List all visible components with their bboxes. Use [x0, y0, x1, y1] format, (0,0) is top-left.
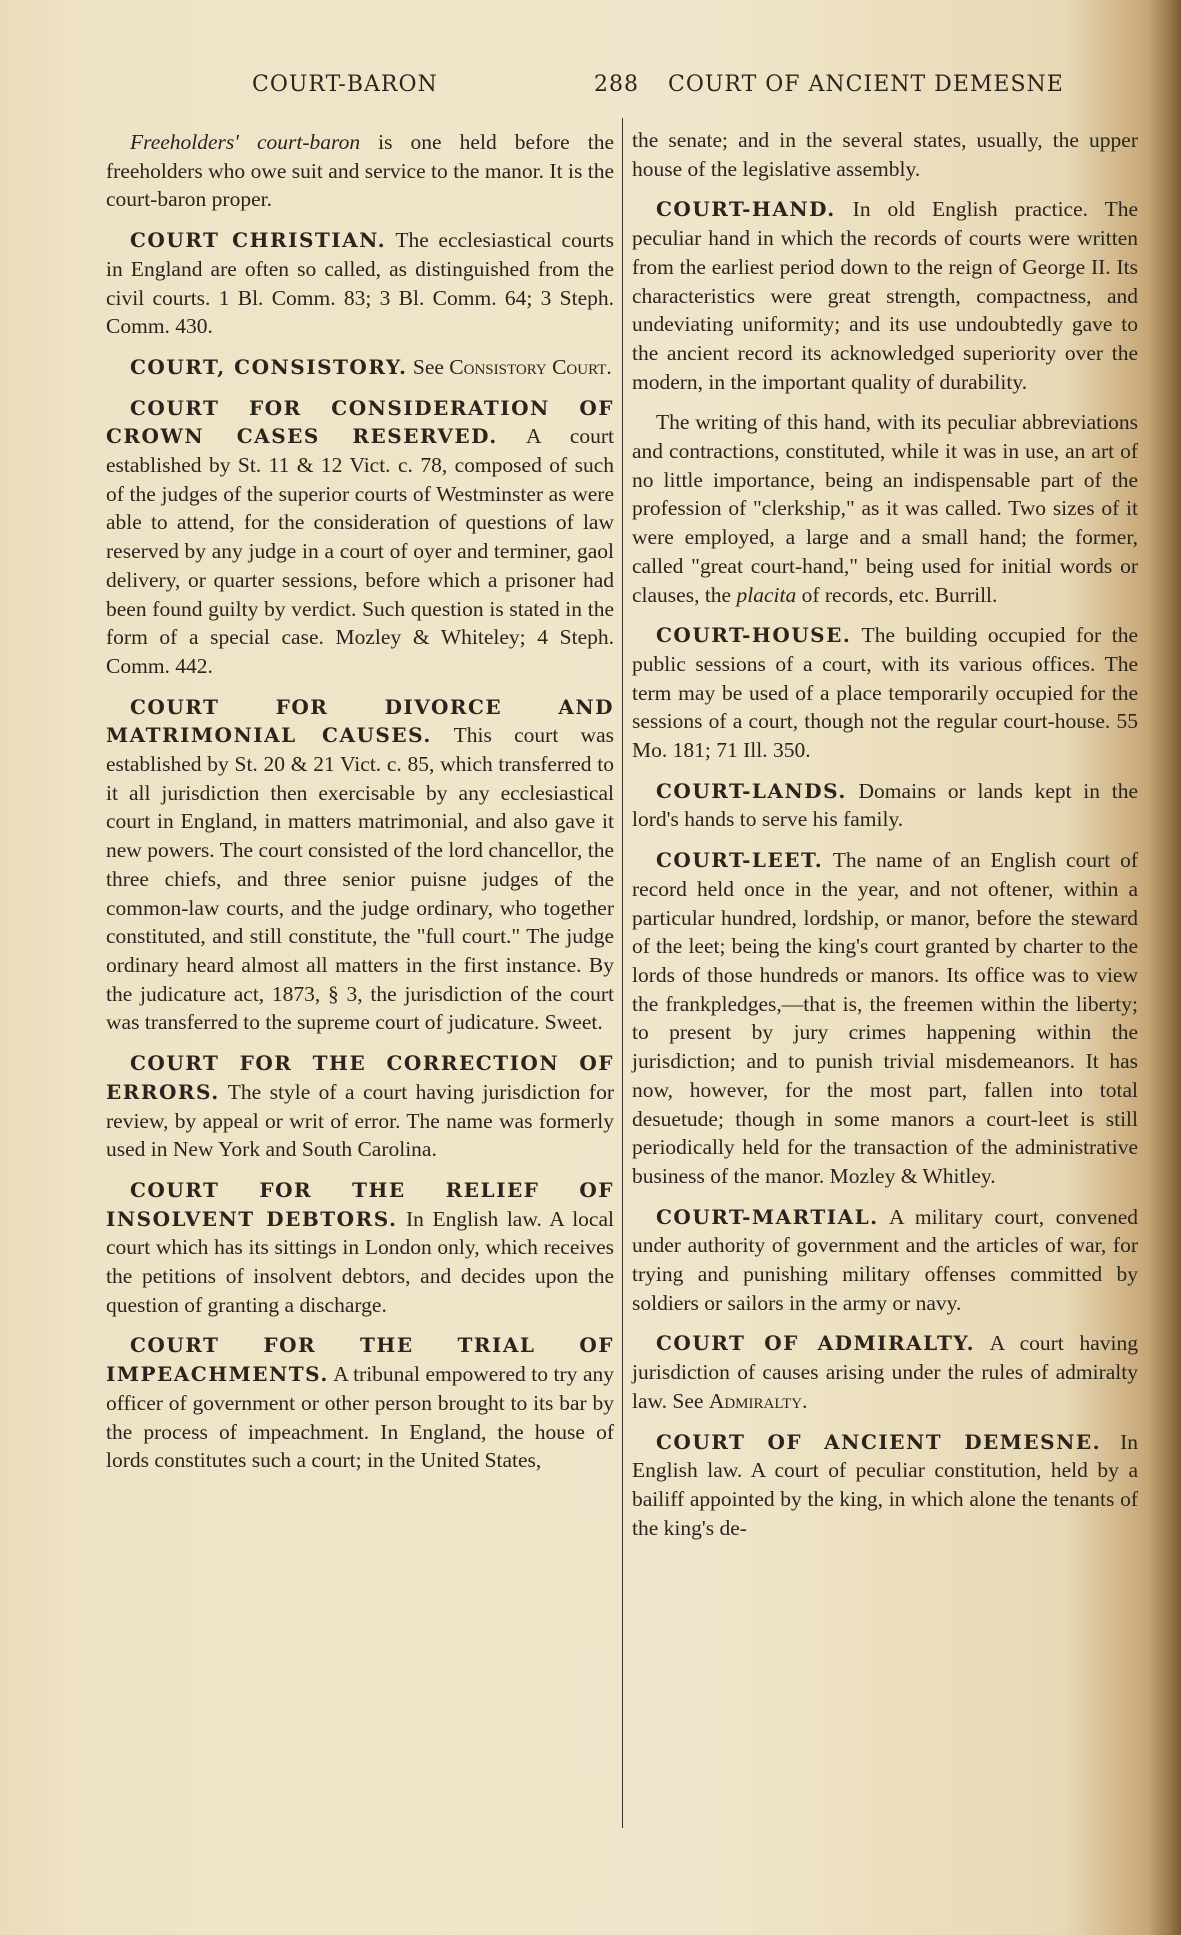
entry-divorce-matrimonial-causes: [106, 693, 614, 1037]
entry-correction-of-errors: [106, 1049, 614, 1164]
entry-trial-of-impeachments: [106, 1331, 614, 1475]
entry-body: The style of a court having jurisdiction for review, by appeal or writ of error. The name was formerly used in New York and South Carolina.: [106, 1079, 614, 1162]
cross-reference: Consistory Court: [449, 354, 607, 379]
entry-italic-term: Freeholders' court-baron: [130, 130, 361, 154]
page-edge-shadow: [1149, 0, 1181, 1935]
entry-court-martial: [632, 1203, 1138, 1318]
entry-court-house: [632, 621, 1138, 765]
entry-body: A tribunal empowered to try any officer of government or other person brought to its bar by the process of impeachment. In England, the house of lords constitutes such a court; in the United States,: [106, 1362, 614, 1473]
entry-body: See: [407, 354, 450, 379]
entry-court-christian: [106, 226, 614, 341]
entry-body: The building occupied for the public sessions of a court, with its various offices. The term may be used of a place temporarily occupied for the sessions of a court, though not the regular court-house. 55 Mo. 181; 71 Ill. 350.: [632, 623, 1138, 763]
entry-body: This court was established by St. 20 & 21 Vict. c. 85, which transferred to it all jurisdiction then exercisable by any ecclesiastical court in England, in matters matrimonial, and also gave it new powers. The court consisted of the lord chancellor, the three chiefs, and three senior puisne judges of the common-law courts, and the judge ordinary, who together constituted, and still constitute, the "full court." The judge ordinary heard almost all matters in the first instance. By the judicature act, 1873, § 3, the jurisdiction of the court was transferred to the supreme court of judicature. Sweet.: [106, 723, 615, 1035]
entry-court-leet: [632, 846, 1138, 1190]
entry-court-lands: [632, 777, 1138, 834]
entry-body: In old English practice. The peculiar hand in which the records of courts were written from the earliest period down to the reign of George II. Its characteristics were great strength, compactness, and undeviating uniformity; and its use undoubtedly gave to the ancient record its acknowledged superiority over the modern, in the important quality of durability.: [632, 197, 1138, 394]
entry-body: In English law. A court of peculiar constitution, held by a bailiff appointed by the king, in which alone the tenants of the king's de-: [632, 1429, 1138, 1540]
cross-reference: Admiralty: [708, 1388, 803, 1413]
entry-headword: COURT-LEET.: [656, 848, 824, 873]
right-column: [632, 126, 1138, 1554]
entry-headword: COURT OF ANCIENT DEMESNE.: [656, 1429, 1102, 1454]
entry-body: the senate; and in the several states, usually, the upper house of the legislative assembly.: [632, 128, 1138, 181]
entry-headword: COURT FOR THE CORRECTION OF ERRORS.: [106, 1051, 614, 1104]
header-right-guide-word: COURT OF ANCIENT DEMESNE: [668, 72, 1064, 97]
running-header: [0, 72, 1181, 108]
entry-headword: COURT OF ADMIRALTY.: [656, 1331, 976, 1356]
header-left-guide-word: COURT-BARON: [252, 72, 438, 97]
entry-body: A military court, convened under authority of government and the articles of war, for trying and punishing military offenses committed by soldiers or sailors in the army or navy.: [632, 1204, 1138, 1315]
entry-body: The ecclesiastical courts in England are often so called, as distinguished from the civil courts. 1 Bl. Comm. 83; 3 Bl. Comm. 64; 3 Steph. Comm. 430.: [106, 228, 614, 339]
entry-headword: COURT, CONSISTORY.: [130, 354, 408, 379]
entry-body-end: of records, etc. Burrill.: [796, 582, 998, 607]
entry-italic-term: placita: [736, 582, 797, 607]
entry-body: The writing of this hand, with its peculiar abbreviations and contractions, constituted, while it was in use, an art of no little importance, being an indispensable part of the profession of "clerkship," as it was called. Two sizes of it were employed, a large and a small hand; the former, called "great court-hand," being used for initial words or clauses, the: [632, 410, 1138, 607]
entry-court-of-ancient-demesne: [632, 1428, 1138, 1543]
entry-court-hand: [632, 195, 1138, 396]
entry-freeholders-court-baron: [106, 128, 614, 214]
entry-body: In English law. A local court which has its sittings in London only, which receives the petitions of insolvent debtors, and decides upon the question of granting a discharge.: [106, 1206, 614, 1317]
entry-headword: COURT CHRISTIAN.: [130, 228, 387, 253]
entry-body: A court having jurisdiction of causes arising under the rules of admiralty law. See: [632, 1331, 1138, 1413]
column-divider: [622, 118, 623, 1828]
entry-body-end: .: [606, 354, 612, 379]
entry-headword: COURT-HOUSE.: [656, 623, 852, 648]
entry-body: Domains or lands kept in the lord's hands to serve his family.: [632, 778, 1138, 832]
left-column: [106, 128, 614, 1487]
entry-crown-cases-reserved: [106, 394, 614, 681]
entry-court-consistory: [106, 353, 614, 382]
entry-court-hand-paragraph-2: [632, 408, 1138, 609]
entry-continuation: [632, 126, 1138, 183]
entry-body: The name of an English court of record held once in the year, and not oftener, within a particular hundred, lordship, or manor, before the steward of the leet; being the king's court granted by charter to the lords of those hundreds or manors. Its office was to view the frankpledges,—that is, the freemen within the liberty; to present by jury crimes happening within the jurisdiction; and to punish trivial misdemeanors. It has now, however, for the most part, fallen into total desuetude; though in some manors a court-leet is still periodically held for the transaction of the administrative business of the manor. Mozley & Whitley.: [632, 848, 1138, 1188]
entry-headword: COURT FOR CONSIDERATION OF CROWN CASES RESERVED.: [106, 395, 614, 449]
entry-headword: COURT FOR THE RELIEF OF INSOLVENT DEBTORS.: [106, 1177, 614, 1231]
entry-body: is one held before the freeholders who owe suit and service to the manor. It is the court-baron proper.: [106, 130, 614, 212]
entry-body: A court established by St. 11 & 12 Vict. c. 78, composed of such of the judges of the superior courts of Westminster as were able to attend, for the consideration of questions of law reserved by any judge in a court of oyer and terminer, gaol delivery, or quarter sessions, before which a prisoner had been found guilty by verdict. Such question is stated in the form of a special case. Mozley & Whiteley; 4 Steph. Comm. 442.: [106, 424, 614, 678]
page-number: 288: [594, 72, 639, 97]
entry-body-end: .: [802, 1388, 808, 1413]
entry-headword: COURT-MARTIAL.: [656, 1204, 879, 1229]
entry-headword: COURT FOR THE TRIAL OF IMPEACHMENTS.: [106, 1333, 614, 1387]
entry-headword: COURT-LANDS.: [656, 778, 847, 803]
entry-headword: COURT-HAND.: [656, 197, 836, 222]
entry-headword: COURT FOR DIVORCE AND MATRIMONIAL CAUSES.: [106, 694, 614, 748]
entry-court-of-admiralty: [632, 1329, 1138, 1415]
entry-relief-insolvent-debtors: [106, 1176, 614, 1320]
